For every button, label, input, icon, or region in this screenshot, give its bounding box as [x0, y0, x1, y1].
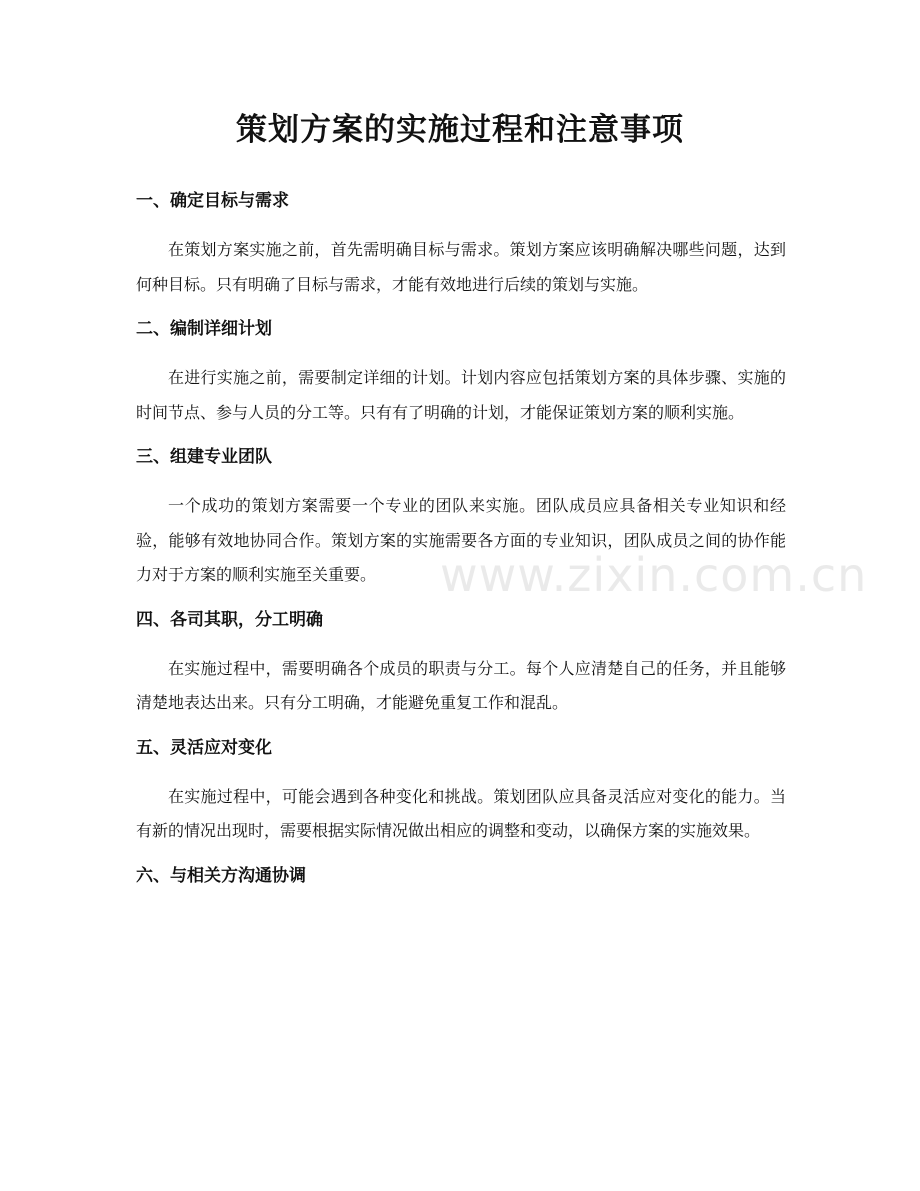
section-2 — [136, 314, 786, 430]
section-6 — [136, 861, 786, 891]
section-paragraph: 在策划方案实施之前，首先需明确目标与需求。策划方案应该明确解决哪些问题，达到何种目标。只有明确了目标与需求，才能有效地进行后续的策划与实施。 — [136, 240, 786, 294]
section-heading: 二、编制详细计划 — [136, 319, 272, 339]
section-heading: 五、灵活应对变化 — [136, 737, 272, 758]
section-heading: 六、与相关方沟通协调 — [136, 865, 306, 886]
page-title: 策划方案的实施过程和注意事项 — [236, 112, 684, 148]
section-paragraph: 在实施过程中，需要明确各个成员的职责与分工。每个人应清楚自己的任务，并且能够清楚地表达出来。只有分工明确，才能避免重复工作和混乱。 — [136, 658, 786, 712]
section-heading: 一、确定目标与需求 — [136, 191, 289, 211]
section-4 — [136, 605, 786, 721]
section-heading: 四、各司其职，分工明确 — [136, 609, 323, 630]
section-paragraph: 在进行实施之前，需要制定详细的计划。计划内容应包括策划方案的具体步骤、实施的时间节点、参与人员的分工等。只有有了明确的计划，才能保证策划方案的顺利实施。 — [136, 368, 786, 422]
section-1 — [136, 186, 786, 302]
document-body — [136, 186, 786, 908]
section-paragraph: 一个成功的策划方案需要一个专业的团队来实施。团队成员应具备相关专业知识和经验，能够有效地协同合作。策划方案的实施需要各方面的专业知识，团队成员之间的协作能力对于方案的顺利实施至关重要。 — [136, 496, 786, 584]
watermark: www.zixin.com.cn — [440, 548, 868, 602]
section-heading: 三、组建专业团队 — [136, 447, 272, 467]
section-5 — [136, 733, 786, 849]
section-3 — [136, 442, 786, 593]
section-paragraph: 在实施过程中，可能会遇到各种变化和挑战。策划团队应具备灵活应对变化的能力。当有新的情况出现时，需要根据实际情况做出相应的调整和变动，以确保方案的实施效果。 — [136, 786, 786, 840]
